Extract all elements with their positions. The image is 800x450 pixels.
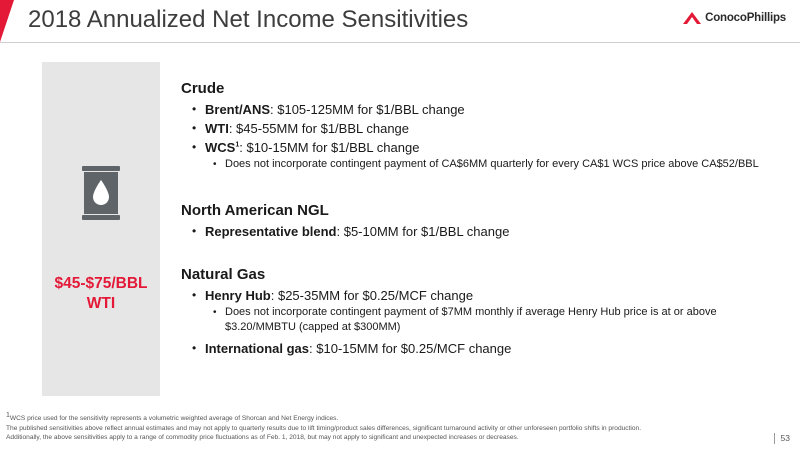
footnote-line: The published sensitivities above reflect annual estimates and may not apply to quarterly results due to lift timing/product sales differences, significant turnaround activity or other unforeseen portfolio shifts in production. xyxy=(6,424,642,432)
bullet-list xyxy=(181,100,781,157)
item-label: Brent/ANS xyxy=(205,102,271,117)
price-range-value: $45-$75/BBL xyxy=(54,275,148,292)
section-title: Natural Gas xyxy=(181,266,266,283)
sub-list-item: • Does not incorporate contingent payment of $7MM monthly if average Henry Hub price is at or above $3.20/MMBTU (capped at $300MM) xyxy=(205,305,781,335)
conocophillips-logo-icon xyxy=(681,10,703,26)
list-item xyxy=(181,286,781,305)
item-text: : $25-35MM for $0.25/MCF change xyxy=(270,288,474,303)
company-logo xyxy=(681,10,786,26)
item-label: International gas xyxy=(205,341,310,356)
sub-bullet-list xyxy=(181,157,781,172)
item-label: Representative blend xyxy=(205,224,337,239)
item-label: WCS xyxy=(205,140,236,155)
list-item xyxy=(181,119,781,138)
list-item xyxy=(181,222,781,241)
item-text: : $45-55MM for $1/BBL change xyxy=(228,121,410,136)
title-divider xyxy=(0,42,800,43)
footnote-line: $^1$WCS price used for the sensitivity represents a volumetric weighted average of Shorcan and Net Energy indices. xyxy=(6,411,339,422)
bullet-list xyxy=(181,222,781,241)
price-range-label xyxy=(42,274,160,314)
price-side-panel xyxy=(42,62,160,396)
footnotes xyxy=(6,411,766,443)
bullet-list xyxy=(181,286,781,305)
footnote-marker: 1 xyxy=(235,141,240,149)
item-text: : $5-10MM for $1/BBL change xyxy=(336,224,510,239)
list-item xyxy=(181,100,781,119)
item-label: WTI xyxy=(205,121,229,136)
price-benchmark: WTI xyxy=(86,295,116,312)
list-item xyxy=(181,138,781,157)
title-bar xyxy=(0,0,800,42)
title-accent-bar xyxy=(0,0,14,42)
sub-bullet-list xyxy=(181,305,781,335)
oil-barrel-icon xyxy=(79,166,123,220)
section-title: North American NGL xyxy=(181,202,329,219)
section-natural-gas xyxy=(181,264,781,358)
section-title: Crude xyxy=(181,80,225,97)
footnote-line: Additionally, the above sensitivities apply to a range of commodity price fluctuations as of Feb. 1, 2018, but may not apply to significant and unexpected increases or decreases. xyxy=(6,434,519,442)
item-text: : $105-125MM for $1/BBL change xyxy=(270,102,465,117)
item-text: : $10-15MM for $1/BBL change xyxy=(239,140,420,155)
sub-list-item: • Does not incorporate contingent payment of CA$6MM quarterly for every CA$1 WCS price above CA$52/BBL xyxy=(205,157,781,172)
page-title: 2018 Annualized Net Income Sensitivities xyxy=(28,6,469,33)
section-ngl xyxy=(181,200,781,241)
logo-text: ConocoPhillips xyxy=(705,12,786,24)
list-item xyxy=(181,339,781,358)
footnote-marker: 1 xyxy=(6,411,10,419)
item-text: : $10-15MM for $0.25/MCF change xyxy=(309,341,512,356)
section-crude xyxy=(181,78,781,172)
page-number: 53 xyxy=(774,433,790,444)
bullet-list xyxy=(181,339,781,358)
item-label: Henry Hub xyxy=(205,288,271,303)
sensitivities-content xyxy=(181,78,781,358)
